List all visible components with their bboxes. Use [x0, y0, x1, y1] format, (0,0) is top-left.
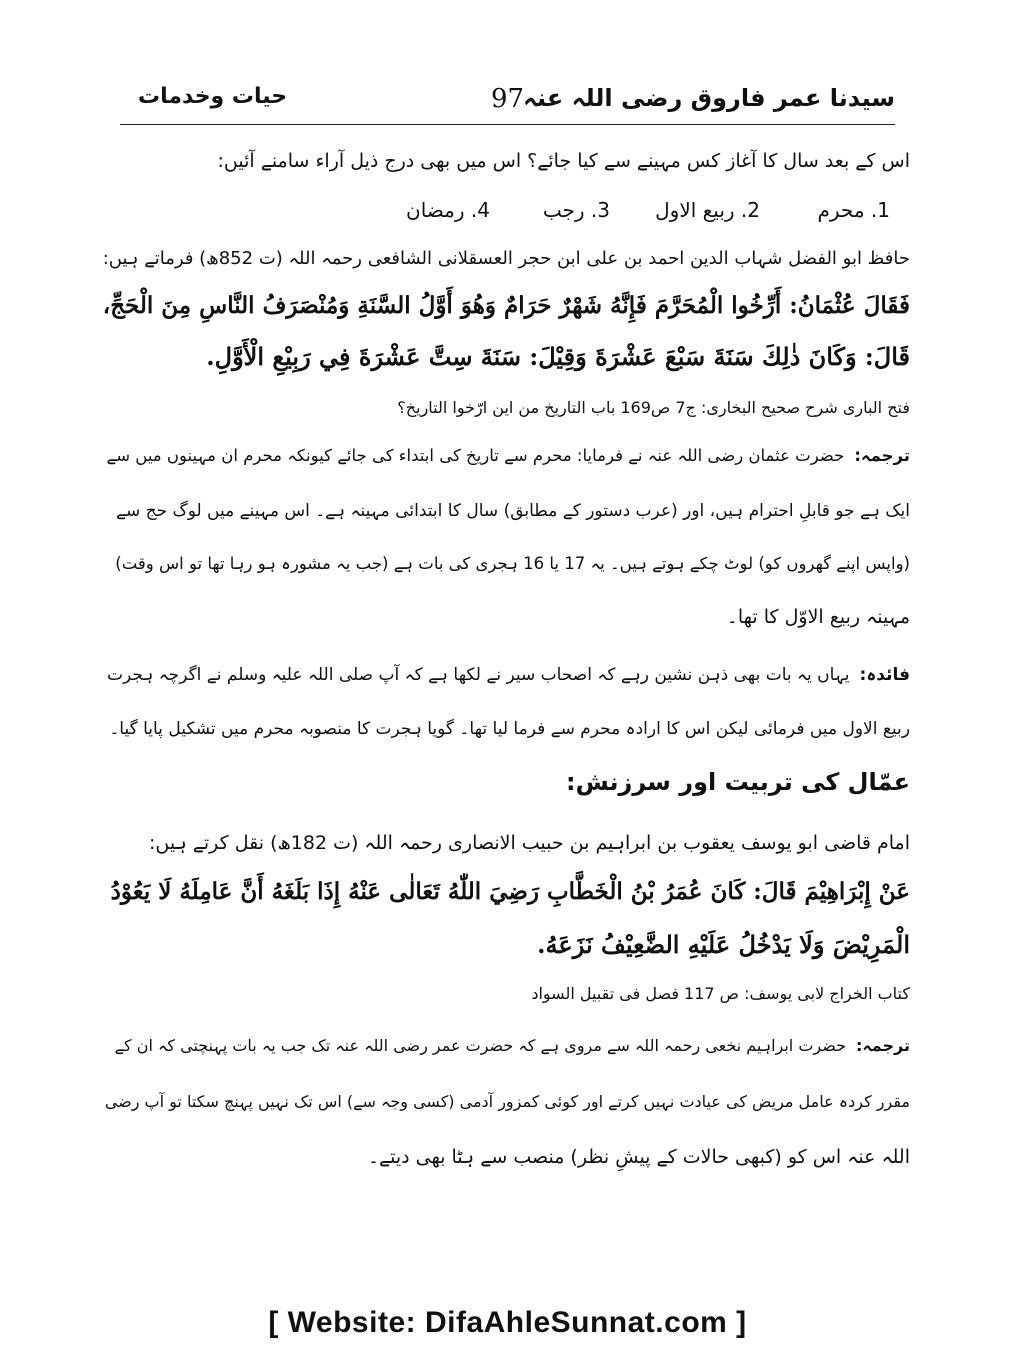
arabic-text-line: قَالَ: وَكَانَ ذٰلِكَ سَنَةَ سَبْعَ عَشْرَةَ وَقِيْلَ: سَنَةَ سِتَّ عَشْرَةَ فِي رَبِيْعِ الْأَوَّلِ. [206, 342, 910, 371]
translation-line: ایک ہے جو قابلِ احترام ہیں، اور (عرب دستور کے مطابق) سال کا ابتدائی مہینہ ہے۔ اس مہینے میں لوگ حج سے [115, 501, 910, 521]
benefit-line [100, 664, 910, 685]
intro-text: اس کے بعد سال کا آغاز کس مہینے سے کیا جائے؟ اس میں بھی درج ذیل آراء سامنے آئیں: [217, 150, 910, 172]
website-footer: [ Website: DifaAhleSunnat.com ] [268, 1306, 747, 1339]
translation-label: ترجمہ: [856, 1036, 910, 1055]
translation-text: حضرت عثمان رضی اللہ عنہ نے فرمایا: محرم سے تاریخ کی ابتداء کی جائے کیونکہ محرم ان مہینوں میں سے [106, 446, 845, 465]
options-list [100, 198, 890, 230]
benefit-label: فائدہ: [859, 665, 910, 685]
arabic-text-line: الْمَرِيْضَ وَلَا يَدْخُلُ عَلَيْهِ الضَّعِيْفُ نَزَعَهُ. [537, 930, 910, 959]
book-title: سیدنا عمر فاروق رضی اللہ عنہ [522, 84, 895, 112]
benefit-text: یہاں یہ بات بھی ذہن نشین رہے کہ اصحاب سیر نے لکھا ہے کہ آپ صلی اللہ علیہ وسلم نے اگرچہ ہجرت [107, 665, 850, 685]
option-item: 1. محرم [817, 198, 890, 222]
section-heading: عمّال کی تربیت اور سرزنش: [566, 768, 910, 796]
translation-label: ترجمہ: [854, 446, 910, 465]
header-divider [120, 124, 895, 125]
reference-citation: کتاب الخراج لابی یوسف: ص 117 فصل فی تقبیل السواد [531, 984, 910, 1003]
arabic-text-line: عَنْ إِبْرَاهِيْمَ قَالَ: كَانَ عُمَرُ بْنُ الْخَطَّابِ رَضِيَ اللّٰهُ تَعَالٰى عَنْهُ إِذَا بَلَغَهُ أَنَّ عَامِلَهُ لَا يَعُوْدُ [110, 878, 910, 905]
translation-text: حضرت ابراہیم نخعی رحمہ اللہ سے مروی ہے کہ حضرت عمر رضی اللہ عنہ تک جب یہ بات پہنچتی کہ ان کے [114, 1036, 846, 1055]
translation-line [100, 1036, 910, 1055]
option-item: 3. رجب [542, 198, 610, 222]
page-number: 97 [490, 84, 525, 114]
benefit-line: ربیع الاول میں فرمائی لیکن اس کا ارادہ محرم سے فرما لیا تھا۔ گویا ہجرت کا منصوبہ محرم میں تشکیل پایا گیا۔ [109, 719, 910, 739]
narrator-intro: حافظ ابو الفضل شہاب الدین احمد بن علی ابن حجر العسقلانی الشافعی رحمہ اللہ (ت 852ھ) فرماتے ہیں: [102, 248, 910, 269]
narrator-intro: امام قاضی ابو یوسف یعقوب بن ابراہیم بن حبیب الانصاری رحمہ اللہ (ت 182ھ) نقل کرتے ہیں: [148, 832, 910, 854]
arabic-text-line: فَقَالَ عُثْمَانُ: أَرِّخُوا الْمُحَرَّمَ فَإِنَّهُ شَهْرٌ حَرَامٌ وَهُوَ أَوَّلُ السَّنَةِ وَمُنْصَرَفُ النَّاسِ مِنَ الْحَجِّ، [102, 292, 910, 319]
section-title: حیات وخدمات [138, 84, 288, 109]
translation-line: اللہ عنہ اس کو (کبھی حالات کے پیشِ نظر) منصب سے ہٹا بھی دیتے۔ [367, 1146, 910, 1168]
option-item: 4. رمضان [406, 198, 490, 222]
translation-line: (واپس اپنے گھروں کو) لوٹ چکے ہوتے ہیں۔ یہ 17 یا 16 ہجری کی بات ہے (جب یہ مشورہ ہو رہا تھا تو اس وقت) [115, 554, 910, 573]
translation-line [100, 446, 910, 465]
page-header [120, 84, 895, 120]
translation-line: مہینہ ربیع الاوّل کا تھا۔ [726, 606, 910, 628]
translation-line: مقرر کردہ عامل مریض کی عیادت نہیں کرتے اور کوئی کمزور آدمی (کسی وجہ سے) اس تک نہیں پہنچ سکتا تو آپ رضی [104, 1092, 910, 1111]
reference-citation: فتح الباری شرح صحیح البخاری: ج7 ص169 باب التاریخ من این ارّخوا التاریخ؟ [397, 398, 910, 417]
option-item: 2. ربیع الاول [655, 198, 760, 222]
